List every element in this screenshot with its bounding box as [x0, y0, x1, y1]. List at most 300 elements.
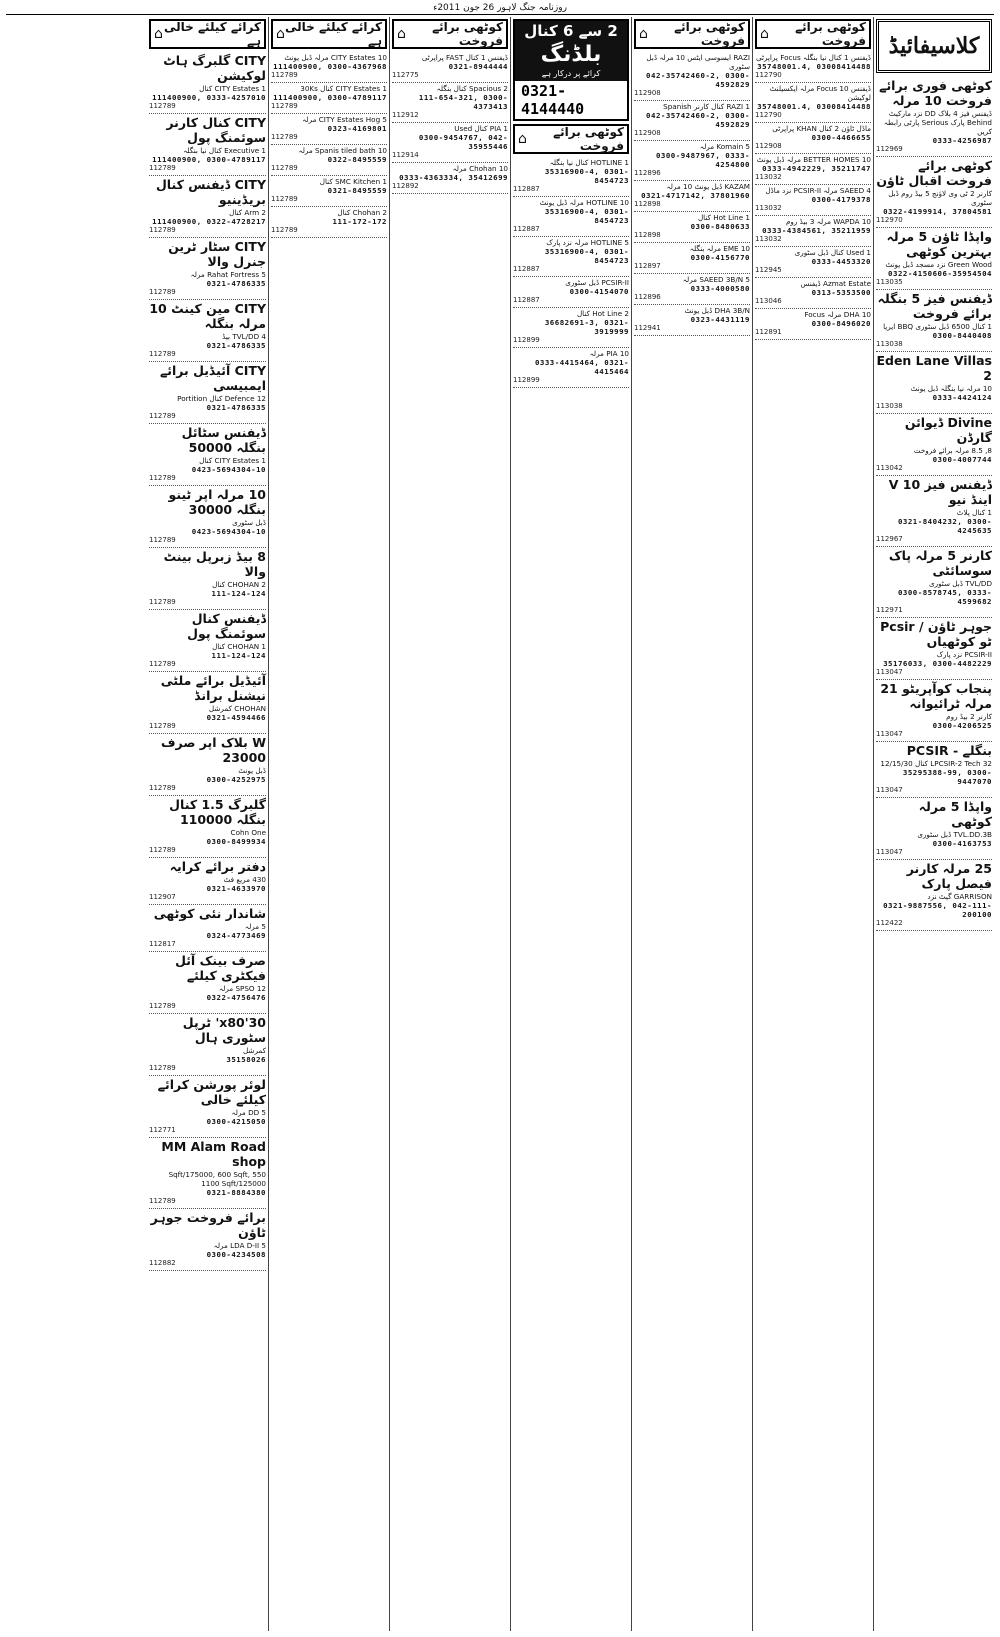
classified-ad [513, 277, 629, 308]
ad-phone: 0423-5694304-10 [191, 465, 266, 474]
ad-title: ڈیفنس کنال سوئمنگ پول [187, 611, 266, 641]
ad-title: Eden Lane Villas 2 [876, 353, 992, 383]
ad-code: 113046 [755, 297, 782, 305]
classified-ad [876, 77, 992, 157]
ad-phone: 35748001.4, 03008414488 [757, 62, 871, 71]
ad-code: 112789 [271, 133, 298, 141]
ad-code: 112790 [755, 71, 782, 79]
ad-phone: 0300-4252975 [206, 775, 266, 784]
ad-title: صرف بینک آئل فیکٹری کیلئے [175, 953, 266, 983]
ad-phone: 042-35742460-2, 0300-4592829 [646, 111, 750, 129]
classified-ad [876, 547, 992, 618]
ad-phone: 0333-4453320 [811, 257, 871, 266]
classified-ad [392, 83, 508, 123]
ad-title: ڈیفنس فیز 10 V اینڈ نیو [888, 477, 992, 507]
ad-body: Hot Line 1 کنال [697, 213, 750, 222]
ad-code: 112908 [634, 129, 661, 137]
ad-phone: 111-654-321, 0300-4373413 [418, 93, 508, 111]
banner-line-3: کرائے پر درکار ہے [541, 68, 601, 78]
ad-body: 1 کنال پلاٹ [956, 508, 992, 517]
classified-ad [755, 52, 871, 83]
ad-code: 112789 [149, 226, 176, 234]
ad-phone: 0321-4717142, 37801960 [641, 191, 750, 200]
ad-title: CITY گلبرگ ہاٹ لوکیشن [163, 53, 266, 83]
ad-phone: 0321-8495559 [327, 186, 387, 195]
ad-body: SPSO 12 مرلہ [218, 984, 266, 993]
house-icon: ⌂ [154, 26, 163, 42]
ad-phone: 0321-4594466 [206, 713, 266, 722]
ad-phone: 0323-4431119 [690, 315, 750, 324]
section-header [392, 19, 508, 49]
ad-body: KAZAM ڈبل یونٹ 10 مرلہ [666, 182, 750, 191]
ad-code: 112789 [149, 598, 176, 606]
ad-phone: 36682691-3, 0321-3919999 [544, 318, 629, 336]
ad-phone: 0300-8480633 [690, 222, 750, 231]
ad-code: 112789 [149, 536, 176, 544]
column-c3 [631, 17, 752, 1631]
classified-ad [755, 83, 871, 123]
ad-body: کارنر 2 ٹی وی لاؤنج 5 بیڈ روم ڈبل سٹوری [888, 189, 992, 207]
ad-phone: 0300-4234508 [206, 1250, 266, 1259]
ad-phone: 0333-4000580 [690, 284, 750, 293]
ad-body: RAZI ایسوسی ایٹس 10 مرلہ ڈبل سٹوری [646, 53, 750, 71]
ad-body: Used 1 کنال ڈبل سٹوری [794, 248, 871, 257]
column-c6 [268, 17, 389, 1631]
classified-ad [513, 348, 629, 388]
ad-title: کارنر 5 مرلہ پاک سوسائٹی [888, 548, 992, 578]
classified-ad [271, 207, 387, 238]
ad-body: EME 10 مرلہ بنگلہ [689, 244, 750, 253]
ad-code: 112789 [149, 288, 176, 296]
ad-phone: 0300-4206525 [932, 721, 992, 730]
section-title: کوٹھی برائے فروخت [795, 20, 866, 48]
ad-body: GARRISON گیٹ نزد [927, 892, 992, 901]
section-header [634, 19, 750, 49]
classified-ad [876, 228, 992, 290]
ad-phone: 0324-4773469 [206, 931, 266, 940]
ad-body: 5 مرلہ [244, 922, 266, 931]
classified-ad [876, 860, 992, 931]
ad-code: 112789 [149, 1197, 176, 1205]
ad-body: ڈیفنس 1 کنال نیا بنگلہ Focus پراپرٹی [755, 53, 871, 62]
ad-body: Rahat Fortress 5 مرلہ [190, 270, 266, 279]
ad-code: 112789 [149, 474, 176, 482]
ad-code: 113035 [876, 278, 903, 286]
ad-body: Green Wood نزد مسجد ڈبل یونٹ [885, 260, 992, 269]
column-c4 [510, 17, 631, 1631]
ad-code: 112896 [634, 169, 661, 177]
ad-code: 112899 [513, 376, 540, 384]
ad-phone: 042-35742460-2, 0300-4592829 [646, 71, 750, 89]
ad-phone: 0300-4156770 [690, 253, 750, 262]
ad-code: 112789 [271, 226, 298, 234]
ad-phone: 0300-4215050 [206, 1117, 266, 1126]
classified-ad [149, 1076, 266, 1138]
ad-phone: 0300-8578745, 0333-4599682 [897, 588, 992, 606]
ad-title: پنجاب کوآپریٹو 21 مرلہ ٹرائیوانہ [880, 681, 992, 711]
section-title: کوٹھی برائے فروخت [553, 125, 624, 153]
classified-ad [149, 952, 266, 1014]
ad-title: CITY آئیڈیل برائے ایمبیسی [159, 363, 266, 393]
ad-title: برائے فروخت جوہر ٹاؤن [150, 1210, 266, 1240]
ad-body: CHOHAN 1 کنال [212, 642, 266, 651]
classified-ad [149, 548, 266, 610]
ad-phone: 0300-4163753 [932, 839, 992, 848]
section-title: کوٹھی برائے فروخت [674, 20, 745, 48]
ad-phone: 35176033, 0300-4482229 [883, 659, 992, 668]
ad-code: 112789 [149, 164, 176, 172]
ad-title: ڈیفنس فیز 5 بنگلہ برائے فروخت [877, 291, 992, 321]
classified-ad [271, 83, 387, 114]
ad-code: 113032 [755, 204, 782, 212]
ad-phone: 111-172-172 [332, 217, 387, 226]
ad-title: کوٹھی فوری برائے فروخت 10 مرلہ [879, 78, 992, 108]
ad-title: 25 مرلہ کارنر فیصل پارک [906, 861, 992, 891]
ad-phone: 0300-8440408 [932, 331, 992, 340]
ad-code: 112789 [149, 784, 176, 792]
classified-ad [876, 680, 992, 742]
ad-body: TVL.DD.3B ڈبل سٹوری [917, 830, 992, 839]
ad-phone: 111400900, 0333-4257010 [152, 93, 266, 102]
ad-code: 112789 [271, 102, 298, 110]
ad-phone: 111-124-124 [211, 589, 266, 598]
ad-phone: 0321-4786335 [206, 341, 266, 350]
ad-phone: 0300-8496020 [811, 319, 871, 328]
ad-body: Cohn One [230, 828, 266, 837]
ad-phone: 0321-8404232, 0300-4245635 [897, 517, 992, 535]
classified-ad [755, 247, 871, 278]
banner-line-1: 2 سے 6 کنال [524, 21, 618, 40]
ad-title: واپڈا 5 مرلہ کوٹھی [918, 799, 992, 829]
classified-ad [876, 476, 992, 547]
ad-body: CITY Estates 1 کنال 30Ks [300, 84, 387, 93]
dateline: روزنامہ جنگ لاہور 26 جون 2011ء [433, 3, 567, 13]
ad-title: MM Alam Road shop [161, 1139, 266, 1169]
ad-body: HOTLINE 10 مرلہ ڈبل یونٹ [539, 198, 629, 207]
classified-ad [755, 278, 871, 309]
ad-body: SMC Kitchen 1 کنال [319, 177, 387, 186]
ad-body: 1 کنال 6500 ڈبل سٹوری BBQ ایریا [883, 322, 992, 331]
ad-body: کمرشل [242, 1046, 266, 1055]
ad-code: 113032 [755, 235, 782, 243]
ad-body: LDA D-II 5 مرلہ [213, 1241, 266, 1250]
ad-phone: 0423-5694304-10 [191, 527, 266, 536]
classified-ad [149, 734, 266, 796]
column-c7 [147, 17, 268, 1631]
ad-code: 112789 [149, 350, 176, 358]
ad-body: Spacious 2 کنال بنگلہ [436, 84, 508, 93]
ad-phone: 35158026 [226, 1055, 266, 1064]
ad-body: Executive 1 کنال نیا بنگلہ [183, 146, 266, 155]
ad-code: 112912 [392, 111, 419, 119]
ad-body: کارنر 2 بیڈ روم [946, 712, 992, 721]
ad-code: 113032 [755, 173, 782, 181]
ad-title: شاندار نئی کوٹھی [153, 906, 266, 921]
ad-phone: 0300-9487967, 0333-4254800 [655, 151, 750, 169]
classified-ad [634, 101, 750, 141]
ad-body: Chohan 2 کنال [337, 208, 387, 217]
ad-phone: 0322-4150606-35954504 [888, 269, 992, 278]
ad-phone: 0323-4169801 [327, 124, 387, 133]
ad-phone: 0321-4786335 [206, 403, 266, 412]
ad-code: 113047 [876, 848, 903, 856]
classified-ad [271, 145, 387, 176]
classified-ad [392, 123, 508, 163]
ad-body: Defence 12 کنال Portition [177, 394, 266, 403]
ad-body: Spanis tiled bath 10 مرلہ [298, 146, 387, 155]
ad-code: 112790 [755, 111, 782, 119]
section-header [271, 19, 387, 49]
ad-body: HOTLINE 5 مرلہ نزد پارک [546, 238, 629, 247]
house-icon: ⌂ [276, 26, 285, 42]
ad-title: W بلاک اپر صرف 23000 [161, 735, 266, 765]
ad-code: 112789 [149, 1002, 176, 1010]
ad-phone: 35316900-4, 0301-8454723 [544, 167, 629, 185]
ad-code: 112789 [149, 102, 176, 110]
ad-phone: 111400900, 0300-4789117 [273, 93, 387, 102]
classified-ad [513, 308, 629, 348]
classified-ad [513, 157, 629, 197]
ad-code: 113038 [876, 402, 903, 410]
ad-phone: 0322-4756476 [206, 993, 266, 1002]
ad-code: 112892 [392, 182, 419, 190]
ad-code: 112899 [513, 336, 540, 344]
ad-body: ڈیفنس Focus 10 مرلہ ایکسیلنٹ لوکیشن [769, 84, 871, 102]
ad-phone: 35748001.4, 03008414488 [757, 102, 871, 111]
ad-body: 430 مربع فٹ [223, 875, 266, 884]
ad-code: 113038 [876, 340, 903, 348]
ad-code: 112945 [755, 266, 782, 274]
classified-ad [513, 197, 629, 237]
section-header [149, 19, 266, 49]
ad-title: گلبرگ 1.5 کنال بنگلہ 110000 [169, 797, 266, 827]
ad-code: 112789 [149, 660, 176, 668]
ad-title: CITY مین کینٹ 10 مرلہ بنگلہ [149, 301, 266, 331]
classified-ad [271, 52, 387, 83]
building-required-banner [513, 19, 629, 121]
ad-body: CHOHAN کمرشل [208, 704, 266, 713]
ad-body: ڈبل یونٹ [238, 766, 266, 775]
ad-title: 8 بیڈ زبرپل بینٹ والا [163, 549, 266, 579]
ad-phone: 111400900, 0322-4728217 [152, 217, 266, 226]
ad-body: 8, 8.5 مرلہ برائے فروخت [913, 446, 992, 455]
ad-code: 113047 [876, 668, 903, 676]
banner-line-2: بلڈنگ [540, 41, 602, 67]
ad-code: 112775 [392, 71, 419, 79]
ad-body: 10 مرلہ نیا بنگلہ ڈبل یونٹ [910, 384, 992, 393]
ad-body: CHOHAN 2 کنال [212, 580, 266, 589]
ad-code: 112970 [876, 216, 903, 224]
ad-code: 113042 [876, 464, 903, 472]
ad-body: SAEED 3B/N 5 مرلہ [682, 275, 750, 284]
ad-phone: 35316900-4, 0301-8454723 [544, 207, 629, 225]
classified-ad [149, 300, 266, 362]
ad-body: Azmat Estate ڈیفنس [800, 279, 871, 288]
ad-body: RAZI 1 کنال کارنر Spanish [663, 102, 750, 111]
classified-ad [634, 243, 750, 274]
classified-ad [634, 305, 750, 336]
ad-title: ڈیفنس سٹائل بنگلہ 50000 [181, 425, 266, 455]
ad-body: BETTER HOMES 10 مرلہ ڈبل یونٹ [756, 155, 871, 164]
classified-ad [634, 181, 750, 212]
classified-ad [634, 141, 750, 181]
classified-ad [149, 610, 266, 672]
ad-phone: 0322-8495559 [327, 155, 387, 164]
house-icon: ⌂ [639, 26, 648, 42]
ad-title: لوئر پورشن کرائے کیلئے خالی [157, 1077, 266, 1107]
classified-ad [876, 290, 992, 352]
ad-code: 112891 [755, 328, 782, 336]
classified-ad [149, 858, 266, 905]
ad-body: Komain 5 مرلہ [699, 142, 750, 151]
ad-code: 112789 [149, 1064, 176, 1072]
ad-phone: 0333-4256987 [932, 136, 992, 145]
classified-ad [755, 216, 871, 247]
classified-logo: کلاسیفائیڈ [876, 19, 992, 73]
ad-phone: 0300-4007744 [932, 455, 992, 464]
ad-code: 112914 [392, 151, 419, 159]
ad-body: CITY Estates 1 کنال [199, 84, 266, 93]
ad-code: 112969 [876, 145, 903, 153]
classified-ad [149, 424, 266, 486]
classified-ad [149, 114, 266, 176]
ad-body: ڈیفنس فیز 4 بلاک DD نزد مارکیٹ Behind پارک Serious پارٹی رابطہ کریں [883, 109, 992, 136]
ad-body: HOTLINE 1 کنال نیا بنگلہ [549, 158, 629, 167]
ad-body: Chohan 10 مرلہ [452, 164, 508, 173]
ad-body: ڈبل سٹوری [232, 518, 266, 527]
classified-ad [271, 176, 387, 207]
ad-phone: 0300-8499934 [206, 837, 266, 846]
ad-title: CITY کنال کارنر سوئمنگ پول [166, 115, 266, 145]
ad-code: 112887 [513, 265, 540, 273]
ad-body: CITY Estates Hog 5 مرلہ [302, 115, 387, 124]
ad-code: 112941 [634, 324, 661, 332]
ad-body: LPCSIR-2 Tech 32 کنال 12/15/30 [880, 759, 992, 768]
column-c1 [873, 17, 994, 1631]
ad-phone: 111400900, 0300-4367968 [273, 62, 387, 71]
ad-title: آئیڈیل برائے ملٹی نیشنل برانڈ [160, 673, 266, 703]
ad-body: ڈیفنس 1 کنال FAST پراپرٹی [421, 53, 508, 62]
classified-ad [149, 238, 266, 300]
section-title: کرائے کیلئے خالی ہے [285, 20, 382, 48]
ad-title: 30'x80' ٹرپل سٹوری ہال [182, 1015, 266, 1045]
top-rule [6, 14, 994, 15]
ad-code: 112771 [149, 1126, 176, 1134]
classified-ad [755, 123, 871, 154]
ad-body: TVL/DD ڈبل سٹوری [928, 579, 992, 588]
ad-code: 112422 [876, 919, 903, 927]
classified-ad [149, 796, 266, 858]
ad-phone: 0300-4154070 [569, 287, 629, 296]
ad-phone: 0333-4942229, 35211747 [762, 164, 871, 173]
ad-body: Hot Line 2 کنال [576, 309, 629, 318]
section-title: کوٹھی برائے فروخت [432, 20, 503, 48]
ad-phone: 0321-8944444 [448, 62, 508, 71]
ad-code: 112887 [513, 185, 540, 193]
classified-ad [149, 1014, 266, 1076]
ad-code: 112908 [755, 142, 782, 150]
ad-code: 112887 [513, 296, 540, 304]
ad-phone: 0333-4363334, 35412699 [399, 173, 508, 182]
classified-ad [149, 905, 266, 952]
classified-ad [876, 742, 992, 798]
ad-body: WAPDA 10 مرلہ 3 بیڈ روم [785, 217, 871, 226]
ad-body: DHA 3B/N ڈبل یونٹ [684, 306, 750, 315]
ad-title: بنگلے - PCSIR [906, 743, 992, 758]
classified-page [6, 17, 994, 1631]
ad-title: CITY ڈیفنس کنال بریڈینیو [155, 177, 266, 207]
classified-ad [634, 212, 750, 243]
classified-ad [149, 362, 266, 424]
classified-ad [634, 274, 750, 305]
column-c2 [752, 17, 873, 1631]
ad-body: Arm 2 کنال [229, 208, 266, 217]
ad-phone: 0333-4424124 [932, 393, 992, 402]
house-icon: ⌂ [760, 26, 769, 42]
ad-title: کوٹھی برائے فروخت اقبال ٹاؤن [876, 158, 992, 188]
section-header [755, 19, 871, 49]
ad-body: PIA 10 مرلہ [589, 349, 629, 358]
ad-body: CITY Estates 1 کنال [199, 456, 266, 465]
column-c5 [389, 17, 510, 1631]
ad-code: 112908 [634, 89, 661, 97]
classified-ad [876, 352, 992, 414]
ad-code: 112896 [634, 293, 661, 301]
classified-ad [876, 798, 992, 860]
classified-ad [755, 309, 871, 340]
classified-ad [149, 52, 266, 114]
classified-ad [392, 52, 508, 83]
ad-phone: 0321-4786335 [206, 279, 266, 288]
ad-phone: 0321-4633970 [206, 884, 266, 893]
ad-code: 113047 [876, 730, 903, 738]
ad-code: 112971 [876, 606, 903, 614]
ad-code: 112887 [513, 225, 540, 233]
ad-phone: 0333-4415464, 0321-4415464 [534, 358, 629, 376]
section-title: کرائے کیلئے خالی ہے [164, 20, 261, 48]
ad-body: CITY Estates 10 مرلہ ڈبل یونٹ [284, 53, 387, 62]
ad-phone: 35316900-4, 0301-8454723 [544, 247, 629, 265]
ad-code: 112817 [149, 940, 176, 948]
ad-code: 112789 [149, 412, 176, 420]
classified-ad [149, 486, 266, 548]
ad-phone: 0321-8884380 [206, 1188, 266, 1197]
ad-phone: 0321-9887556, 042-111-200100 [883, 901, 992, 919]
classified-ad [149, 1138, 266, 1209]
ad-title: واپڈا ٹاؤن 5 مرلہ بہترین کوٹھی [886, 229, 992, 259]
ad-title: دفتر برائے کرایہ [169, 859, 266, 874]
ad-code: 112789 [271, 195, 298, 203]
ad-body: TVL/DD 4 بیڈ [222, 332, 266, 341]
ad-code: 112789 [149, 846, 176, 854]
classified-ad [876, 157, 992, 228]
section-header [513, 124, 629, 154]
ad-body: DHA 10 مرلہ Focus [804, 310, 871, 319]
ad-body: ماڈل ٹاؤن 2 کنال KHAN پراپرٹی [772, 124, 871, 133]
house-icon: ⌂ [397, 26, 406, 42]
ad-phone: 0300-9454767, 042-35955446 [418, 133, 508, 151]
ad-phone: 111-124-124 [211, 651, 266, 660]
ad-code: 112898 [634, 231, 661, 239]
classified-ad [271, 114, 387, 145]
ad-code: 112882 [149, 1259, 176, 1267]
classified-ad [876, 414, 992, 476]
ad-code: 112789 [271, 71, 298, 79]
classified-ad [755, 154, 871, 185]
ad-body: SAEED 4 مرلہ PCSIR-II نزد ماڈل [765, 186, 871, 195]
ad-code: 112907 [149, 893, 176, 901]
ad-code: 112789 [271, 164, 298, 172]
